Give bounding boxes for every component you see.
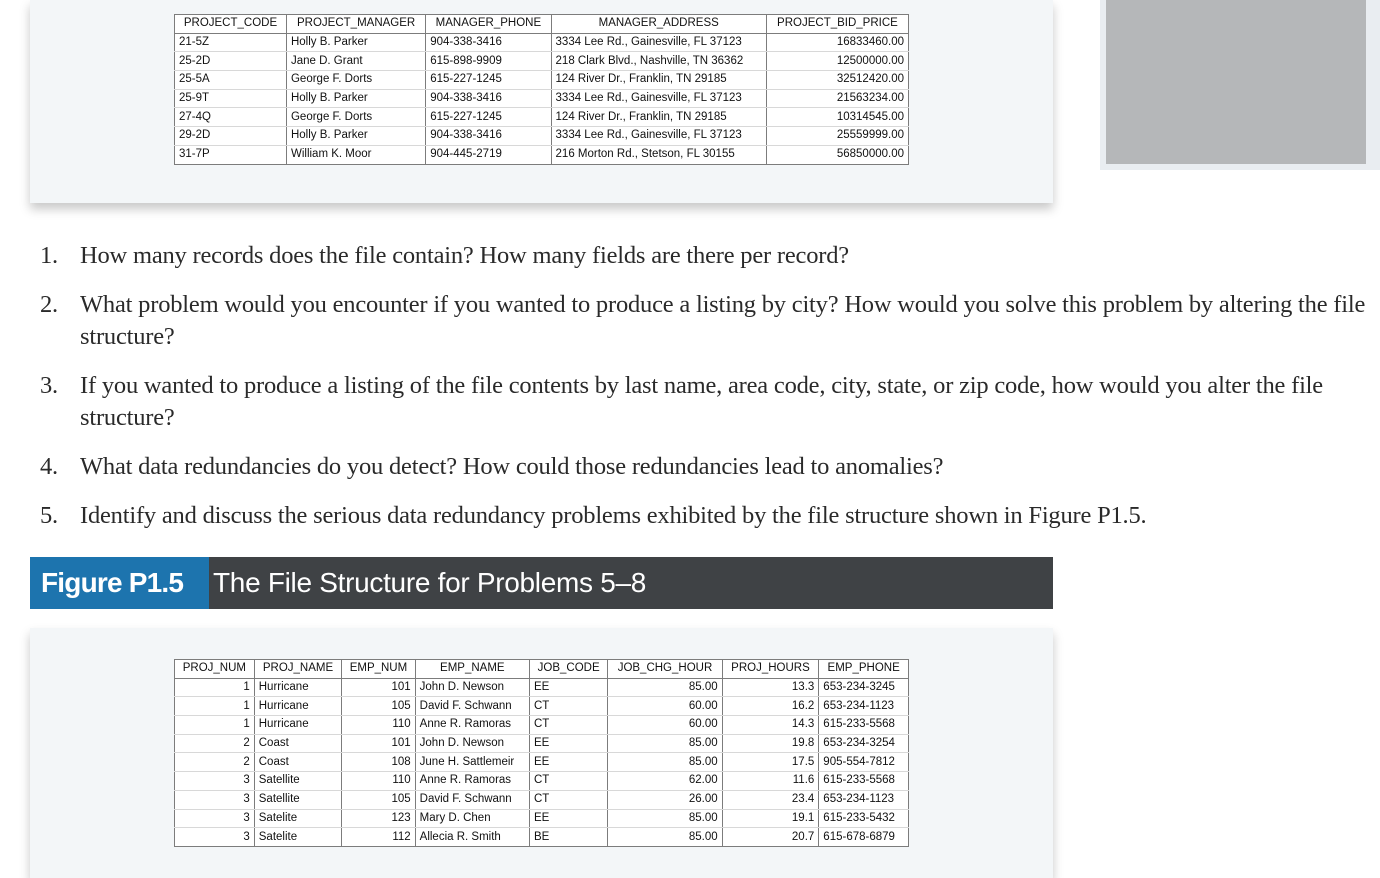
table-cell: 124 River Dr., Franklin, TN 29185 [551,71,766,90]
table-cell: John D. Newson [415,734,529,753]
table-cell: David F. Schwann [415,697,529,716]
table-cell: Holly B. Parker [286,127,425,146]
table-cell: 12500000.00 [766,52,908,71]
figure-label: Figure P1.5 [30,557,209,609]
table-cell: Holly B. Parker [286,33,425,52]
side-image-card [1100,0,1380,170]
table-cell: Hurricane [254,716,342,735]
column-header: JOB_CHG_HOUR [608,660,722,679]
table-cell: 85.00 [608,828,722,847]
column-header: PROJ_NUM [175,660,255,679]
project-table-header [175,15,909,34]
table-cell: 13.3 [722,678,819,697]
table-cell: 85.00 [608,753,722,772]
table-cell: William K. Moor [286,145,425,164]
table-row [175,828,909,847]
question-text: What problem would you encounter if you wanted to produce a listing by city? How would you solve this problem by altering the file structure? [80,291,1366,350]
table-cell: 85.00 [608,809,722,828]
table-row [175,127,909,146]
table-cell: Coast [254,734,342,753]
table-cell: 20.7 [722,828,819,847]
question-number: 2. [40,291,58,318]
table-cell: 3 [175,790,255,809]
table-cell: 615-678-6879 [819,828,909,847]
question-number: 1. [40,242,58,269]
table-cell: 1 [175,716,255,735]
table-cell: 653-234-3254 [819,734,909,753]
table-cell: 905-554-7812 [819,753,909,772]
table-cell: 25559999.00 [766,127,908,146]
table-cell: 123 [342,809,415,828]
table-cell: 124 River Dr., Franklin, TN 29185 [551,108,766,127]
table-cell: 3334 Lee Rd., Gainesville, FL 37123 [551,89,766,108]
table-cell: 25-2D [175,52,287,71]
table-cell: 60.00 [608,697,722,716]
table-cell: Holly B. Parker [286,89,425,108]
table-cell: 615-233-5432 [819,809,909,828]
table-cell: 23.4 [722,790,819,809]
table-cell: CT [529,790,607,809]
table-cell: 85.00 [608,734,722,753]
table-cell: 14.3 [722,716,819,735]
table-cell: 60.00 [608,716,722,735]
table-cell: 108 [342,753,415,772]
question-5 [40,500,1380,532]
table-cell: 101 [342,734,415,753]
table-cell: 112 [342,828,415,847]
table-cell: Satellite [254,790,342,809]
column-header: PROJ_NAME [254,660,342,679]
employee-table-header [175,660,909,679]
table-cell: 904-338-3416 [426,89,551,108]
table-cell: 19.1 [722,809,819,828]
table-cell: George F. Dorts [286,108,425,127]
table-cell: 21563234.00 [766,89,908,108]
table-row [175,71,909,90]
table-cell: 105 [342,697,415,716]
table-cell: 904-338-3416 [426,33,551,52]
question-text: What data redundancies do you detect? How could those redundancies lead to anomalies? [80,453,944,480]
table-row [175,790,909,809]
table-cell: 101 [342,678,415,697]
table-cell: 62.00 [608,772,722,791]
table-cell: Coast [254,753,342,772]
question-3 [40,370,1380,434]
table-cell: 110 [342,772,415,791]
table-cell: June H. Sattlemeir [415,753,529,772]
table-cell: John D. Newson [415,678,529,697]
table-cell: CT [529,697,607,716]
table-row [175,145,909,164]
column-header: PROJ_HOURS [722,660,819,679]
question-text: How many records does the file contain? How many fields are there per record? [80,242,849,269]
table-cell: 615-227-1245 [426,71,551,90]
table-cell: 2 [175,734,255,753]
table-cell: EE [529,678,607,697]
side-image-placeholder [1106,0,1366,164]
table-row [175,697,909,716]
table-cell: Hurricane [254,697,342,716]
question-number: 4. [40,453,58,480]
table-cell: 615-233-5568 [819,716,909,735]
table-cell: 3 [175,772,255,791]
project-file-table [174,14,909,165]
table-cell: 32512420.00 [766,71,908,90]
table-cell: EE [529,809,607,828]
table-cell: Allecia R. Smith [415,828,529,847]
question-4 [40,451,1380,483]
table-cell: 653-234-3245 [819,678,909,697]
question-number: 5. [40,502,58,529]
table-cell: 31-7P [175,145,287,164]
question-text: Identify and discuss the serious data redundancy problems exhibited by the file structure shown in Figure P1.5. [80,502,1147,529]
table-cell: 16833460.00 [766,33,908,52]
column-header: PROJECT_CODE [175,15,287,34]
employee-project-file-table [174,659,909,847]
table-cell: 105 [342,790,415,809]
table-cell: 1 [175,697,255,716]
table-cell: EE [529,734,607,753]
table-cell: 3 [175,809,255,828]
table-row [175,716,909,735]
table-cell: 615-898-9909 [426,52,551,71]
table-cell: 3334 Lee Rd., Gainesville, FL 37123 [551,33,766,52]
table-cell: Anne R. Ramoras [415,772,529,791]
table-row [175,809,909,828]
table-cell: 16.2 [722,697,819,716]
column-header: PROJECT_BID_PRICE [766,15,908,34]
table-cell: CT [529,772,607,791]
column-header: MANAGER_PHONE [426,15,551,34]
table-cell: 29-2D [175,127,287,146]
table-cell: BE [529,828,607,847]
table-cell: 56850000.00 [766,145,908,164]
column-header: EMP_NUM [342,660,415,679]
table-row [175,89,909,108]
table-row [175,33,909,52]
table-row [175,52,909,71]
table-row [175,734,909,753]
table-cell: 26.00 [608,790,722,809]
column-header: MANAGER_ADDRESS [551,15,766,34]
table-cell: 1 [175,678,255,697]
table-cell: 904-445-2719 [426,145,551,164]
table-cell: David F. Schwann [415,790,529,809]
table-row [175,753,909,772]
table-cell: CT [529,716,607,735]
table-cell: Satelite [254,809,342,828]
table-cell: Satellite [254,772,342,791]
question-text: If you wanted to produce a listing of the file contents by last name, area code, city, state, or zip code, how would you alter the file structure? [80,372,1323,431]
table-cell: Hurricane [254,678,342,697]
table-cell: 11.6 [722,772,819,791]
table-row [175,678,909,697]
table-cell: 21-5Z [175,33,287,52]
table-cell: 2 [175,753,255,772]
table-row [175,772,909,791]
table-cell: 615-227-1245 [426,108,551,127]
table-cell: 653-234-1123 [819,790,909,809]
question-2 [40,289,1380,353]
figure-title: The File Structure for Problems 5–8 [213,567,647,598]
table-cell: 3334 Lee Rd., Gainesville, FL 37123 [551,127,766,146]
question-number: 3. [40,372,58,399]
column-header: PROJECT_MANAGER [286,15,425,34]
column-header: EMP_PHONE [819,660,909,679]
table-cell: 25-9T [175,89,287,108]
project-table-body [175,33,909,164]
table-cell: 110 [342,716,415,735]
table-cell: 19.8 [722,734,819,753]
column-header: JOB_CODE [529,660,607,679]
table-cell: Anne R. Ramoras [415,716,529,735]
table-cell: 653-234-1123 [819,697,909,716]
employee-table-body [175,678,909,846]
table-cell: 904-338-3416 [426,127,551,146]
column-header: EMP_NAME [415,660,529,679]
table-cell: 218 Clark Blvd., Nashville, TN 36362 [551,52,766,71]
question-1 [40,240,1380,272]
table-cell: 27-4Q [175,108,287,127]
table-cell: 17.5 [722,753,819,772]
table-cell: 216 Morton Rd., Stetson, FL 30155 [551,145,766,164]
problem-list [40,240,1380,549]
table-cell: 25-5A [175,71,287,90]
table-cell: 10314545.00 [766,108,908,127]
table-cell: Jane D. Grant [286,52,425,71]
table-cell: 615-233-5568 [819,772,909,791]
table-cell: EE [529,753,607,772]
table-cell: George F. Dorts [286,71,425,90]
figure-caption-bar [30,557,1053,609]
table-cell: Satelite [254,828,342,847]
table-cell: Mary D. Chen [415,809,529,828]
table-row [175,108,909,127]
table-cell: 85.00 [608,678,722,697]
table-cell: 3 [175,828,255,847]
